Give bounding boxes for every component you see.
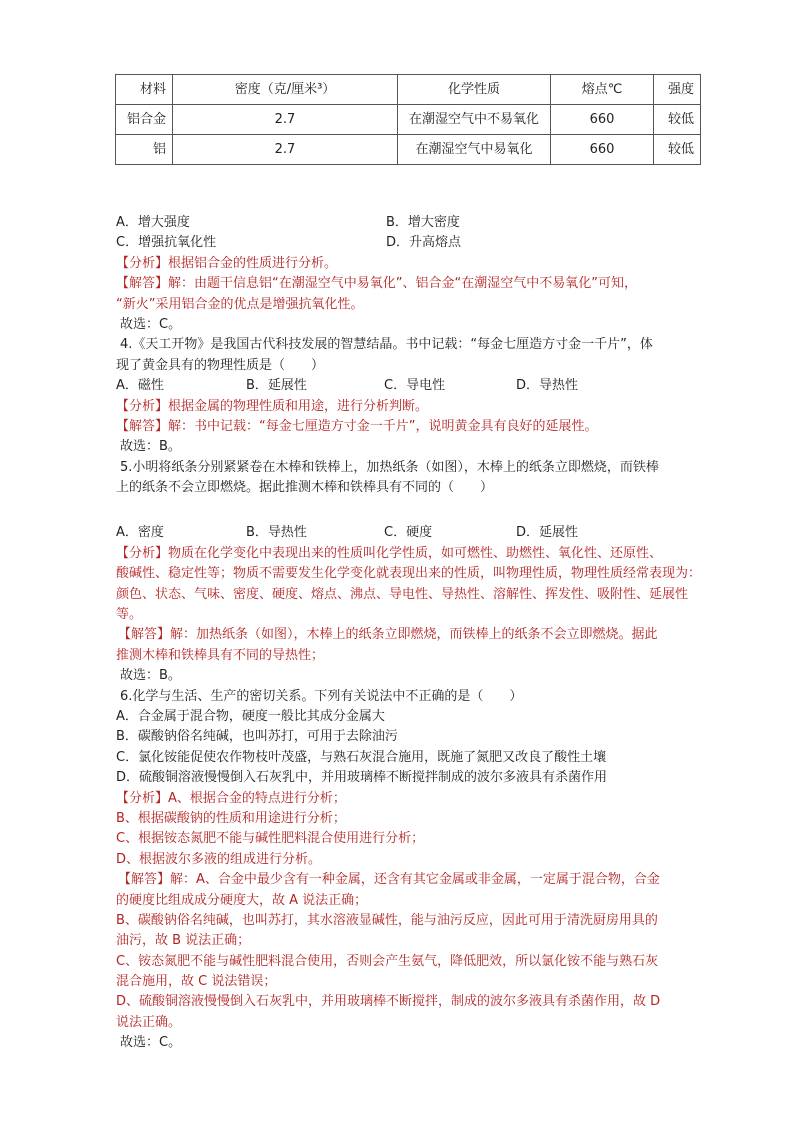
q4-stem-line1: 4.《天工开物》是我国古代科技发展的智慧结晶。书中记载：“每金七厘造方寸金一千片”，体 xyxy=(120,337,653,353)
q5-option-c: C．硬度 xyxy=(384,525,433,541)
q3-option-b: B．增大密度 xyxy=(386,215,460,230)
table-row xyxy=(116,135,701,165)
q6-analysis-c: C、根据铵态氮肥不能与碱性肥料混合使用进行分析； xyxy=(116,831,425,847)
q3-options-row2 xyxy=(116,233,706,253)
q6-answer-a-line1: 【解答】解：A、合金中最少含有一种金属，还含有其它金属或非金属，一定属于混合物，合金 xyxy=(118,872,660,888)
q5-choice: 故选：B。 xyxy=(120,668,181,684)
header-chemical: 化学性质 xyxy=(398,75,551,105)
cell-chemical: 在潮湿空气中易氧化 xyxy=(398,135,551,165)
q5-analysis-line3: 颜色、状态、气味、密度、硬度、熔点、沸点、导电性、导热性、溶解性、挥发性、吸附性、延展性 xyxy=(116,586,689,602)
q3-answer-line1: 【解答】解：由题干信息铝“在潮湿空气中易氧化”、铝合金“在潮湿空气中不易氧化”可知， xyxy=(116,276,637,292)
q4-options xyxy=(116,376,706,396)
q6-option-b: B．碳酸钠俗名纯碱，也叫苏打，可用于去除油污 xyxy=(116,729,398,745)
q4-option-a: A．磁性 xyxy=(116,378,164,394)
q5-answer-line2: 推测木棒和铁棒具有不同的导热性； xyxy=(116,647,325,663)
header-strength: 强度 xyxy=(654,75,701,105)
q6-answer-c-line2: 混合施用，故 C 说法错误； xyxy=(116,974,277,990)
cell-material: 铝 xyxy=(116,135,173,165)
q6-stem: 6.化学与生活、生产的密切关系。下列有关说法中不正确的是（ ） xyxy=(120,688,523,704)
q4-option-b: B．延展性 xyxy=(246,378,307,394)
q5-options xyxy=(116,523,706,543)
table-header-row xyxy=(116,75,701,105)
q3-option-d: D．升高熔点 xyxy=(386,235,462,251)
q6-analysis-b: B、根据碳酸钠的性质和用途进行分析； xyxy=(116,810,346,826)
q5-analysis-line2: 酸碱性、稳定性等；物质不需要发生化学变化就表现出来的性质，叫物理性质，物理性质经常表现为： xyxy=(116,566,702,582)
q5-option-b: B．导热性 xyxy=(246,525,307,541)
table-row xyxy=(116,105,701,135)
q5-analysis-line4: 等。 xyxy=(116,607,143,623)
header-material: 材料 xyxy=(116,75,173,105)
q4-answer: 【解答】解：书中记载：“每金七厘造方寸金一千片”，说明黄金具有良好的延展性。 xyxy=(116,418,598,434)
materials-table xyxy=(115,74,701,165)
q6-answer-c-line1: C、铵态氮肥不能与碱性肥料混合使用，否则会产生氨气，降低肥效，所以氯化铵不能与熟石灰 xyxy=(116,953,659,969)
q4-option-c: C．导电性 xyxy=(384,378,446,394)
cell-chemical: 在潮湿空气中不易氧化 xyxy=(398,105,551,135)
header-melting: 熔点℃ xyxy=(551,75,654,105)
q3-option-c: C．增强抗氧化性 xyxy=(116,235,217,251)
q6-option-c: C．氯化铵能促使农作物枝叶茂盛，与熟石灰混合施用，既施了氮肥又改良了酸性土壤 xyxy=(116,749,607,765)
q4-choice: 故选：B。 xyxy=(120,439,181,455)
q6-answer-b-line1: B、碳酸钠俗名纯碱，也叫苏打，其水溶液显碱性，能与油污反应，因此可用于清洗厨房用具的 xyxy=(116,912,658,928)
q3-option-a: A．增大强度 xyxy=(116,215,190,230)
question-text xyxy=(116,213,706,1054)
q5-option-d: D．延展性 xyxy=(516,525,579,541)
q4-stem-line2: 现了黄金具有的物理性质是（ ） xyxy=(116,357,325,373)
cell-melting: 660 xyxy=(551,105,654,135)
q6-option-d: D．硫酸铜溶液慢慢倒入石灰乳中，并用玻璃棒不断搅拌制成的波尔多液具有杀菌作用 xyxy=(116,770,608,786)
q5-answer-line1: 【解答】解：加热纸条（如图），木棒上的纸条立即燃烧，而铁棒上的纸条不会立即燃烧。据此 xyxy=(118,627,658,643)
q5-option-a: A．密度 xyxy=(116,525,164,541)
q3-choice: 故选：C。 xyxy=(120,316,182,332)
q5-analysis-line1: 【分析】物质在化学变化中表现出来的性质叫化学性质，如可燃性、助燃性、氧化性、还原性、 xyxy=(116,545,663,561)
header-density: 密度（克/厘米³） xyxy=(173,75,398,105)
cell-strength: 较低 xyxy=(654,135,701,165)
q3-options-row1 xyxy=(116,213,706,233)
q4-option-d: D．导热性 xyxy=(516,378,579,394)
q6-analysis-a: 【分析】A、根据合金的特点进行分析； xyxy=(116,790,346,806)
figure-gap xyxy=(116,498,706,523)
cell-density: 2.7 xyxy=(173,135,398,165)
q6-option-a: A．合金属于混合物，硬度一般比其成分金属大 xyxy=(116,708,385,724)
cell-density: 2.7 xyxy=(173,105,398,135)
q5-stem-line1: 5.小明将纸条分别紧紧卷在木棒和铁棒上，加热纸条（如图），木棒上的纸条立即燃烧，而铁棒 xyxy=(120,459,659,475)
q6-analysis-d: D、根据波尔多液的组成进行分析。 xyxy=(116,851,322,867)
q6-answer-d-line2: 说法正确。 xyxy=(116,1014,182,1030)
q6-answer-d-line1: D、硫酸铜溶液慢慢倒入石灰乳中，并用玻璃棒不断搅拌，制成的波尔多液具有杀菌作用，故 D xyxy=(116,994,661,1010)
cell-material: 铝合金 xyxy=(116,105,173,135)
cell-melting: 660 xyxy=(551,135,654,165)
q6-choice: 故选：C。 xyxy=(120,1035,182,1051)
q5-stem-line2: 上的纸条不会立即燃烧。据此推测木棒和铁棒具有不同的（ ） xyxy=(116,480,494,496)
q4-analysis: 【分析】根据金属的物理性质和用途，进行分析判断。 xyxy=(116,398,429,414)
cell-strength: 较低 xyxy=(654,105,701,135)
q6-answer-a-line2: 的硬度比组成成分硬度大，故 A 说法正确； xyxy=(116,892,368,908)
q3-analysis: 【分析】根据铝合金的性质进行分析。 xyxy=(116,255,338,271)
q3-answer-line2: “新火”采用铝合金的优点是增强抗氧化性。 xyxy=(116,296,364,312)
q6-answer-b-line2: 油污，故 B 说法正确； xyxy=(116,933,251,949)
